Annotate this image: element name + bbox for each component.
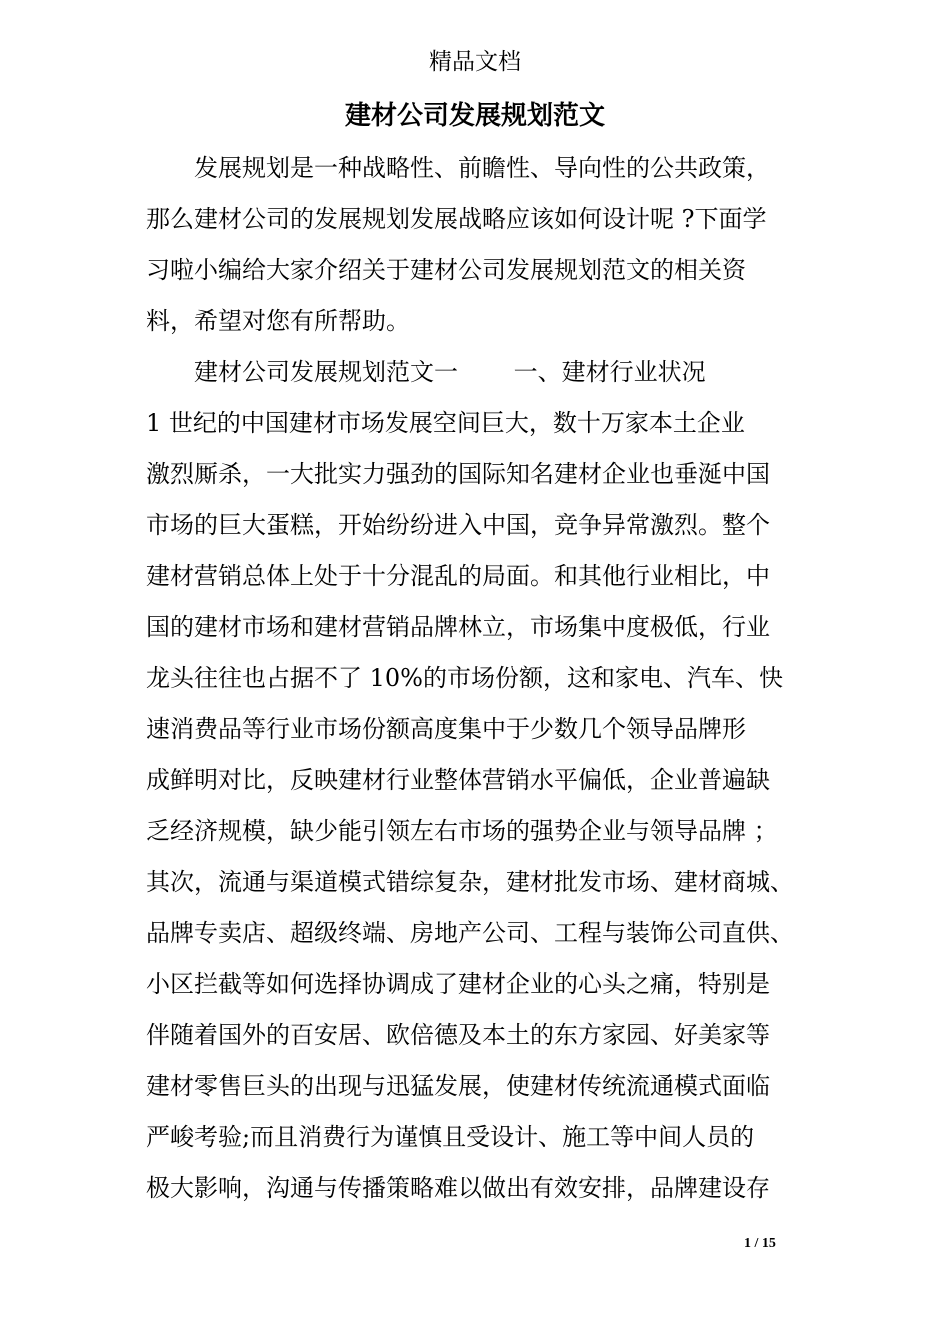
body-line: 国的建材市场和建材营销品牌林立，市场集中度极低，行业 [146, 613, 770, 641]
body-line: 其次，流通与渠道模式错综复杂，建材批发市场、建材商城、 [146, 868, 794, 896]
body-line: 激烈厮杀，一大批实力强劲的国际知名建材企业也垂涎中国 [146, 460, 770, 488]
document-title: 建材公司发展规划范文 [344, 101, 605, 131]
body-line: 发展规划是一种战略性、前瞻性、导向性的公共政策， [146, 154, 770, 182]
body-line: 品牌专卖店、超级终端、房地产公司、工程与装饰公司直供、 [146, 919, 794, 947]
body-line: 习啦小编给大家介绍关于建材公司发展规划范文的相关资 [146, 256, 746, 284]
body-line: 乏经济规模，缺少能引领左右市场的强势企业与领导品牌 ； [146, 817, 778, 845]
body-line: 那么建材公司的发展规划发展战略应该如何设计呢 ?下面学 [146, 205, 767, 233]
body-line: 料，希望对您有所帮助。 [146, 307, 410, 335]
section-heading-line: 建材公司发展规划范文一 一、建材行业状况 [146, 358, 706, 386]
body-line: 市场的巨大蛋糕，开始纷纷进入中国，竞争异常激烈。整个 [146, 511, 770, 539]
body-line: 小区拦截等如何选择协调成了建材企业的心头之痛，特别是 [146, 970, 770, 998]
body-line: 伴随着国外的百安居、欧倍德及本土的东方家园、好美家等 [146, 1021, 770, 1049]
body-line: 极大影响，沟通与传播策略难以做出有效安排，品牌建设存 [146, 1174, 770, 1202]
page-header-label: 精品文档 [429, 49, 521, 75]
body-line: 成鲜明对比，反映建材行业整体营销水平偏低，企业普遍缺 [146, 766, 770, 794]
body-line: 龙头往往也占据不了 10%的市场份额，这和家电、汽车、快 [146, 664, 783, 692]
page-number: 1 / 15 [744, 1236, 776, 1251]
body-line: 建材零售巨头的出现与迅猛发展，使建材传统流通模式面临 [146, 1072, 770, 1100]
body-line: 1 世纪的中国建材市场发展空间巨大，数十万家本土企业 [146, 409, 745, 437]
body-line: 建材营销总体上处于十分混乱的局面。和其他行业相比，中 [146, 562, 770, 590]
body-line: 速消费品等行业市场份额高度集中于少数几个领导品牌形 [146, 715, 746, 743]
body-line: 严峻考验;而且消费行为谨慎且受设计、施工等中间人员的 [146, 1123, 755, 1151]
